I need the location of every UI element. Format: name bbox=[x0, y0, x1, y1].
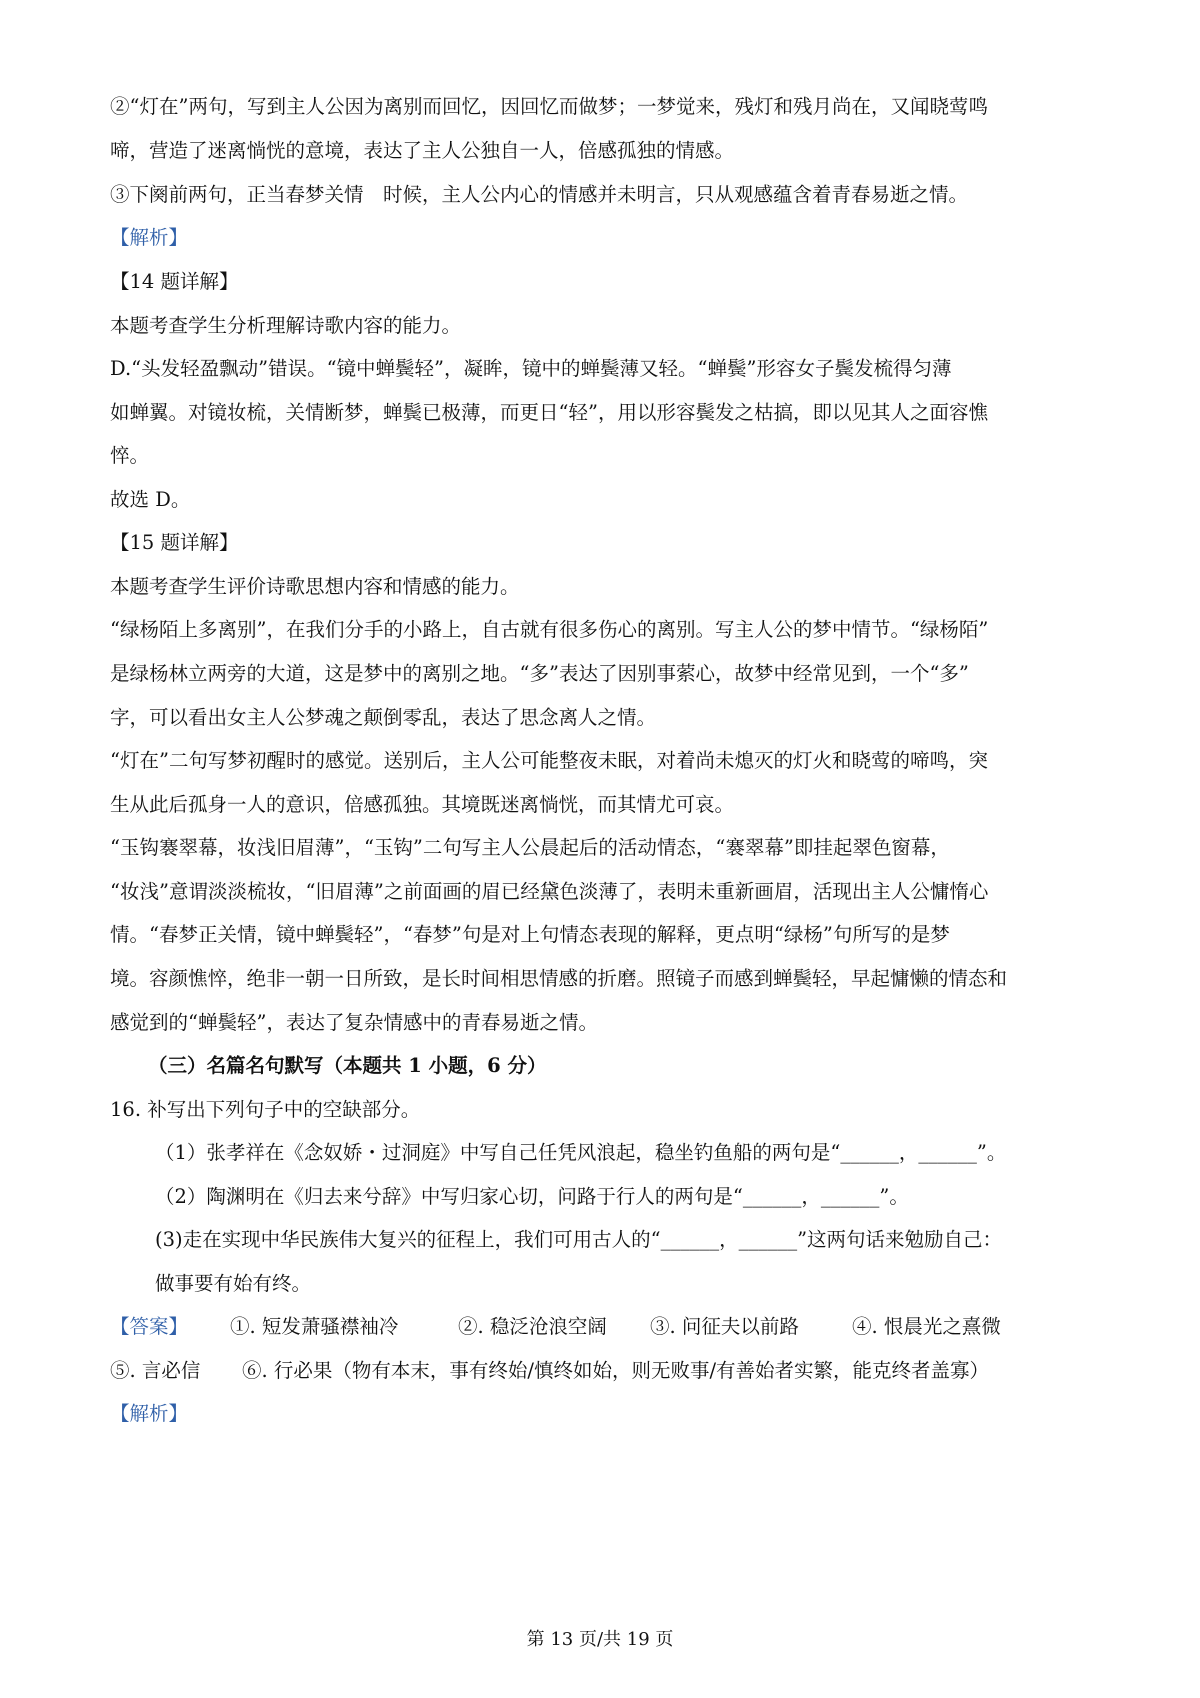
text-line: 境。容颜憔悴，绝非一朝一日所致，是长时间相思情感的折磨。照镜子而感到蝉鬓轻，早起慵懒的情态和 bbox=[110, 967, 1008, 990]
answer-item: ④. 恨晨光之熹微 bbox=[852, 1315, 1001, 1338]
text-line: “灯在”二句写梦初醒时的感觉。送别后，主人公可能整夜未眠，对着尚未熄灭的灯火和晓莺的啼鸣，突 bbox=[110, 749, 988, 772]
text-line: 故选 D。 bbox=[110, 488, 191, 511]
question-16: 16. 补写出下列句子中的空缺部分。 bbox=[110, 1098, 421, 1121]
question-item-2: （2）陶渊明在《归去来兮辞》中写归家心切，问路于行人的两句是“______，______”。 bbox=[155, 1185, 909, 1208]
page-footer: 第 13 页/共 19 页 bbox=[526, 1629, 674, 1650]
answer-item: ⑤. 言必信 bbox=[110, 1359, 201, 1382]
text-line: 本题考查学生分析理解诗歌内容的能力。 bbox=[110, 314, 462, 337]
text-line: 情。“春梦正关情，镜中蝉鬓轻”，“春梦”句是对上句情态表现的解释，更点明“绿杨”句所写的是梦 bbox=[110, 923, 950, 946]
answer-item: ⑥. 行必果（物有本末，事有终始/慎终如始，则无败事/有善始者实繁，能克终者盖寡） bbox=[242, 1359, 990, 1382]
text-line: 本题考查学生评价诗歌思想内容和情感的能力。 bbox=[110, 575, 520, 598]
text-line: ②“灯在”两句，写到主人公因为离别而回忆，因回忆而做梦；一梦觉来，残灯和残月尚在，又闻晓莺鸣 bbox=[110, 95, 988, 118]
question-item-3: (3)走在实现中华民族伟大复兴的征程上，我们可用古人的“______，______”这两句话来勉励自己： bbox=[155, 1228, 1003, 1251]
text-line: 字，可以看出女主人公梦魂之颠倒零乱，表达了思念离人之情。 bbox=[110, 706, 657, 729]
question-item-3-cont: 做事要有始有终。 bbox=[155, 1272, 312, 1295]
text-line: “妆浅”意谓淡淡梳妆，“旧眉薄”之前面画的眉已经黛色淡薄了，表明未重新画眉，活现出主人公慵惰心 bbox=[110, 880, 989, 903]
section-title: （三）名篇名句默写（本题共 1 小题，6 分） bbox=[148, 1054, 547, 1077]
text-line: “绿杨陌上多离别”，在我们分手的小路上，自古就有很多伤心的离别。写主人公的梦中情节。“绿杨陌” bbox=[110, 618, 989, 641]
text-line: 感觉到的“蝉鬓轻”，表达了复杂情感中的青春易逝之情。 bbox=[110, 1011, 598, 1034]
answer-item: ③. 问征夫以前路 bbox=[650, 1315, 799, 1338]
text-line: 生从此后孤身一人的意识，倍感孤独。其境既迷离惝恍，而其情尤可哀。 bbox=[110, 793, 735, 816]
text-line: 啼，营造了迷离惝恍的意境，表达了主人公独自一人，倍感孤独的情感。 bbox=[110, 139, 735, 162]
answer-item: ①. 短发萧骚襟袖冷 bbox=[230, 1315, 399, 1338]
text-line: 是绿杨林立两旁的大道，这是梦中的离别之地。“多”表达了因别事萦心，故梦中经常见到，一个“多” bbox=[110, 662, 969, 685]
analysis-label: 【解析】 bbox=[110, 1402, 189, 1425]
answer-item: ②. 稳泛沧浪空阔 bbox=[458, 1315, 607, 1338]
text-line: “玉钩褰翠幕，妆浅旧眉薄”，“玉钩”二句写主人公晨起后的活动情态，“褰翠幕”即挂起翠色窗幕， bbox=[110, 836, 950, 859]
text-line: ③下阕前两句，正当春梦关情 时候，主人公内心的情感并未明言，只从观感蕴含着青春易逝之情。 bbox=[110, 183, 969, 206]
section-heading-15: 【15 题详解】 bbox=[110, 531, 239, 554]
section-heading-14: 【14 题详解】 bbox=[110, 270, 239, 293]
text-line: 如蝉翼。对镜妆梳，关情断梦，蝉鬓已极薄，而更日“轻”，用以形容鬓发之枯搞，即以见其人之面容憔 bbox=[110, 401, 988, 424]
text-line: 悴。 bbox=[110, 444, 150, 467]
question-item-1: （1）张孝祥在《念奴娇・过洞庭》中写自己任凭风浪起，稳坐钓鱼船的两句是“______，______”。 bbox=[155, 1141, 1007, 1164]
analysis-label: 【解析】 bbox=[110, 226, 189, 249]
text-line: D.“头发轻盈飘动”错误。“镜中蝉鬓轻”，凝眸，镜中的蝉鬓薄又轻。“蝉鬓”形容女子鬓发梳得匀薄 bbox=[110, 357, 952, 380]
answer-label: 【答案】 bbox=[110, 1315, 189, 1338]
